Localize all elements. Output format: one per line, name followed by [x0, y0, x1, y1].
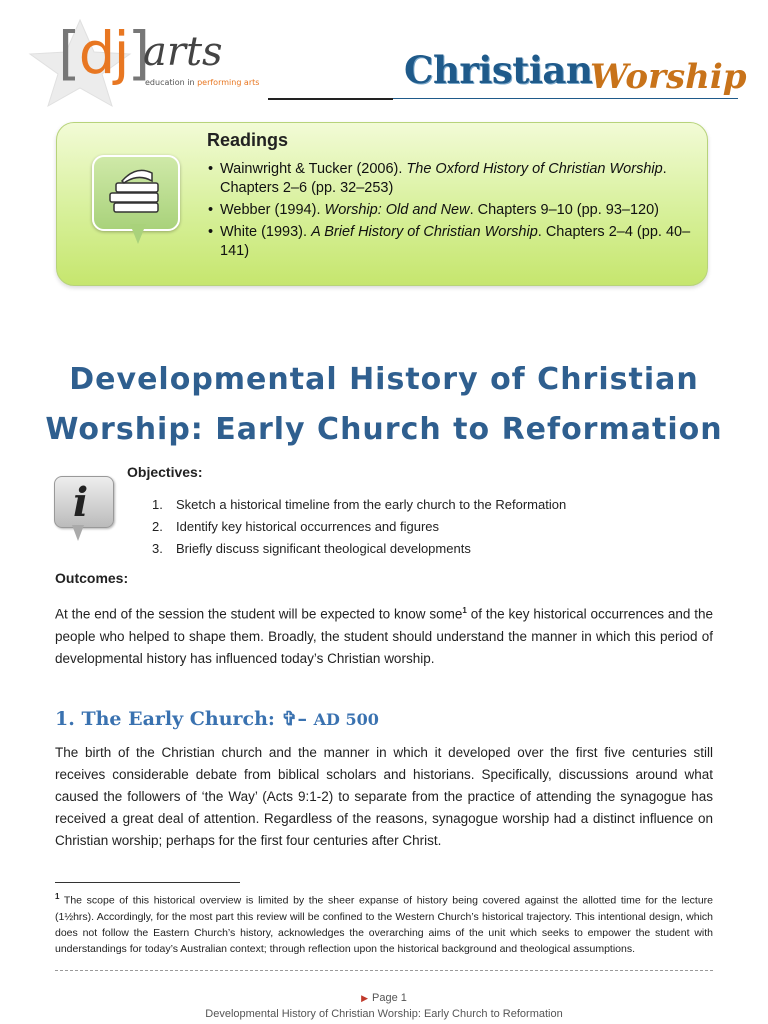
- footnote: $^1$ The scope of this historical overview is limited by the sheer expanse of history being covered against the allotted time for the lecture (1½hrs). Accordingly, for the most part this review will be confined to the Western Church’s historical trajectory. This intentional design, which does not follow the Eastern Church’s history, acknowledges the overarching aims of the unit which seeks to empower the student with understandings for today’s Australian context; through reflection upon the historical background and theological assumptions.: [55, 892, 713, 955]
- objective-item: 2. Identify key historical occurrences and figures: [152, 519, 440, 534]
- reading-item: • Wainwright & Tucker (2006). The Oxford History of Christian Worship. Chapters 2–6 (pp. 32–253): [208, 160, 696, 198]
- footer-divider: [55, 970, 713, 971]
- books-icon: [92, 155, 180, 231]
- objectives-list: [152, 494, 566, 560]
- header-rule: [268, 98, 393, 100]
- footnote-rule: [55, 882, 240, 883]
- page-triangle-icon: ▶: [361, 993, 369, 1003]
- footnote-ref[interactable]: 1: [462, 606, 467, 615]
- readings-list: [208, 160, 696, 264]
- books-bubble-tail: [130, 224, 146, 244]
- section-paragraph: The birth of the Christian church and the manner in which it developed over the first five centuries still receives considerable debate from biblical scholars and historians. Specifically, discussions around what caused the followers of ‘the Way’ (Acts 9:1-2) to separate from the practice of attending the synagogue has received a great deal of attention. Regardless of the reasons, synagogue worship had a distinct influence on Christian worship; perhaps for the first four centuries after Christ.: [55, 745, 713, 848]
- footer-title: Developmental History of Christian Worship: Early Church to Reformation: [205, 1008, 563, 1020]
- brand-title: Christian: [404, 48, 593, 92]
- brand-subtitle: Worship: [590, 57, 747, 97]
- info-bubble-tail: [72, 525, 84, 541]
- section-heading: 1. The Early Church: ✞– AD 500: [55, 708, 379, 730]
- objective-item: 3. Briefly discuss significant theological developments: [152, 541, 471, 556]
- objective-item: 1. Sketch a historical timeline from the early church to the Reformation: [152, 497, 567, 512]
- reading-item: • White (1993). A Brief History of Christian Worship. Chapters 2–4 (pp. 40–141): [208, 223, 696, 261]
- info-icon: i: [54, 476, 114, 528]
- page-title: Developmental History of Christian Worship: Early Church to Reformation: [45, 362, 723, 447]
- objectives-title: Objectives:: [127, 464, 203, 480]
- header-rule-blue: [393, 98, 738, 99]
- logo-brackets: [dj]: [58, 19, 149, 87]
- page-number: ▶ Page 1: [361, 992, 407, 1004]
- reading-item: • Webber (1994). Worship: Old and New. Chapters 9–10 (pp. 93–120): [208, 201, 696, 220]
- outcomes-paragraph: At the end of the session the student will be expected to know some$^1$ of the key historical occurrences and the people who helped to shape them. Broadly, the student should understand the manner in which this period of developmental history has influenced today’s Christian worship.: [55, 606, 713, 666]
- readings-title: Readings: [207, 130, 289, 150]
- logo-arts: arts: [143, 29, 223, 75]
- outcomes-title: Outcomes:: [55, 570, 129, 586]
- logo-tagline: education in performing arts: [145, 78, 260, 87]
